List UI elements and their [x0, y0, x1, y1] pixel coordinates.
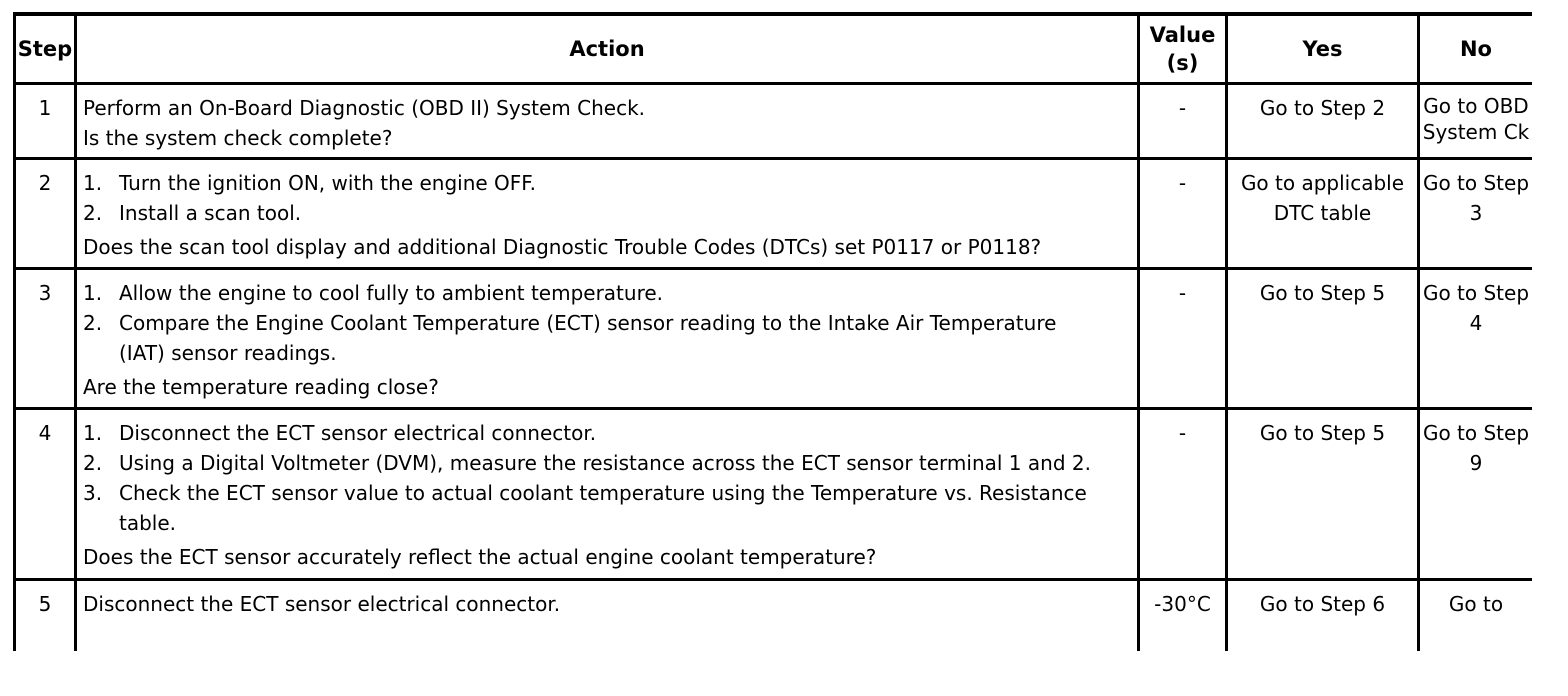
step-number: 5 — [15, 580, 76, 652]
action-question: Are the temperature reading close? — [83, 375, 439, 399]
action-cell — [76, 269, 1139, 409]
list-item — [83, 448, 1131, 478]
no-cell: Go to OBD System Ck — [1419, 84, 1533, 159]
value-cell: - — [1139, 409, 1227, 580]
header-action: Action — [76, 14, 1139, 84]
action-cell — [76, 409, 1139, 580]
item-number: 2. — [83, 451, 103, 475]
header-value: Value (s) — [1139, 14, 1227, 84]
table-row — [15, 409, 1533, 580]
diagnostic-table-container — [13, 12, 1532, 651]
no-cell: Go to — [1419, 580, 1533, 652]
table-row — [15, 269, 1533, 409]
action-question: Does the ECT sensor accurately reflect the actual engine coolant temperature? — [83, 545, 877, 569]
list-item — [83, 278, 1131, 308]
action-steps-list — [83, 418, 1131, 538]
item-number: 2. — [83, 311, 103, 335]
list-item — [83, 418, 1131, 448]
step-number: 1 — [15, 84, 76, 159]
item-text: Turn the ignition ON, with the engine OFF. — [119, 171, 536, 195]
item-number: 1. — [83, 171, 103, 195]
value-cell: - — [1139, 84, 1227, 159]
action-cell — [76, 580, 1139, 652]
header-step: Step — [15, 14, 76, 84]
action-question: Is the system check complete? — [83, 126, 393, 150]
list-item — [83, 308, 1131, 368]
action-intro: Disconnect the ECT sensor electrical connector. — [83, 592, 561, 616]
step-number: 4 — [15, 409, 76, 580]
item-text: Check the ECT sensor value to actual coolant temperature using the Temperature vs. Resistance table. — [119, 481, 1087, 535]
item-text: Disconnect the ECT sensor electrical connector. — [119, 421, 597, 445]
action-cell — [76, 84, 1139, 159]
value-cell: - — [1139, 159, 1227, 269]
yes-cell: Go to Step 6 — [1227, 580, 1419, 652]
yes-cell: Go to applicable DTC table — [1227, 159, 1419, 269]
item-number: 1. — [83, 281, 103, 305]
list-item — [83, 168, 1131, 198]
no-cell: Go to Step 3 — [1419, 159, 1533, 269]
header-row — [15, 14, 1533, 84]
action-intro: Perform an On-Board Diagnostic (OBD II) System Check. — [83, 96, 646, 120]
header-no: No — [1419, 14, 1533, 84]
item-text: Allow the engine to cool fully to ambient temperature. — [119, 281, 664, 305]
list-item — [83, 478, 1131, 538]
list-item — [83, 198, 1131, 228]
yes-cell: Go to Step 2 — [1227, 84, 1419, 159]
action-question: Does the scan tool display and additional Diagnostic Trouble Codes (DTCs) set P0117 or P0118? — [83, 235, 1042, 259]
item-text: Compare the Engine Coolant Temperature (ECT) sensor reading to the Intake Air Temperature (IAT) sensor readings. — [119, 311, 1057, 365]
no-cell: Go to Step 9 — [1419, 409, 1533, 580]
table-row — [15, 159, 1533, 269]
step-number: 3 — [15, 269, 76, 409]
item-number: 1. — [83, 421, 103, 445]
no-cell: Go to Step 4 — [1419, 269, 1533, 409]
item-number: 3. — [83, 481, 103, 505]
header-yes: Yes — [1227, 14, 1419, 84]
value-cell: -30°C — [1139, 580, 1227, 652]
step-number: 2 — [15, 159, 76, 269]
item-text: Install a scan tool. — [119, 201, 302, 225]
value-cell: - — [1139, 269, 1227, 409]
item-number: 2. — [83, 201, 103, 225]
action-steps-list — [83, 278, 1131, 368]
table-row — [15, 580, 1533, 652]
action-steps-list — [83, 168, 1131, 228]
yes-cell: Go to Step 5 — [1227, 269, 1419, 409]
table-row — [15, 84, 1533, 159]
diagnostic-table — [13, 12, 1532, 651]
yes-cell: Go to Step 5 — [1227, 409, 1419, 580]
action-cell — [76, 159, 1139, 269]
item-text: Using a Digital Voltmeter (DVM), measure the resistance across the ECT sensor terminal 1 and 2. — [119, 451, 1091, 475]
